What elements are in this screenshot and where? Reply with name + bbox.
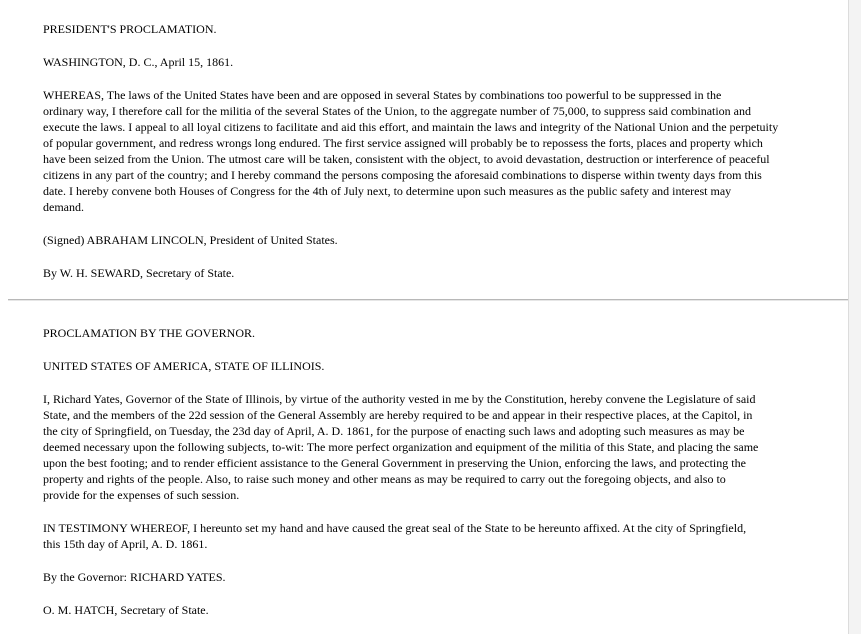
proclamation-body [43,87,828,215]
body-line: date. I hereby convene both Houses of Congress for the 4th of July next, to determine upon such measures as the public safety and interest may [43,184,732,198]
proclamation-body [43,391,828,503]
heading: UNITED STATES OF AMERICA, STATE OF ILLINOIS. [43,359,325,373]
body-line: demand. [43,200,84,214]
body-line: ordinary way, I therefore call for the militia of the several States of the Union, to the aggregate number of 75,000, to suppress said combination and [43,104,752,118]
body-line: I, Richard Yates, Governor of the State of Illinois, by virtue of the authority vested in me by the Constitution, hereby convene the Legislature of said [43,392,756,406]
body-line: WHEREAS, The laws of the United States have been and are opposed in several States by combinations too powerful to be suppressed in the [43,88,722,102]
testimony-paragraph [43,520,828,552]
section-divider [8,299,853,301]
proclamation-title: PRESIDENT'S PROCLAMATION. [43,22,217,36]
countersignature-line: By W. H. SEWARD, Secretary of State. [43,266,235,280]
governors-proclamation [43,325,828,635]
body-line: of popular government, and redress wrongs long endured. The first service assigned will probably be to repossess the forts, places and property which [43,136,763,150]
signature-line: (Signed) ABRAHAM LINCOLN, President of United States. [43,233,338,247]
proclamation-title: PROCLAMATION BY THE GOVERNOR. [43,326,256,340]
body-line: deemed necessary upon the following subjects, to-wit: The more perfect organization and equipment of the militia of this State, and placing the same [43,440,759,454]
body-line: provide for the expenses of such session. [43,488,240,502]
countersignature-line: O. M. HATCH, Secretary of State. [43,603,209,617]
presidents-proclamation [43,21,828,298]
dateline: WASHINGTON, D. C., April 15, 1861. [43,55,234,69]
body-line: property and rights of the people. Also, to raise such money and other means as may be required to carry out the foregoing objects, and also to [43,472,726,486]
testimony-line: this 15th day of April, A. D. 1861. [43,537,208,551]
body-line: upon the best footing; and to render efficient assistance to the General Government in preserving the Union, enforcing the laws, and protecting the [43,456,746,470]
body-line: State, and the members of the 22d session of the General Assembly are hereby required to be and appear in their respective places, at the Capitol, in [43,408,753,422]
signature-line: By the Governor: RICHARD YATES. [43,570,226,584]
scrollbar-track[interactable] [848,0,861,634]
body-line: the city of Springfield, on Tuesday, the 23d day of April, A. D. 1861, for the purpose of enacting such laws and adopting such measures as may be [43,424,745,438]
body-line: have been seized from the Union. The utmost care will be taken, consistent with the object, to avoid devastation, destruction or interference of peaceful [43,152,770,166]
body-line: execute the laws. I appeal to all loyal citizens to facilitate and aid this effort, and maintain the laws and integrity of the National Union and the perpetuity [43,120,779,134]
testimony-line: IN TESTIMONY WHEREOF, I hereunto set my hand and have caused the great seal of the State to be hereunto affixed. At the city of Springfield, [43,521,747,535]
body-line: citizens in any part of the country; and I hereby command the persons composing the aforesaid combinations to disperse within twenty days from this [43,168,762,182]
